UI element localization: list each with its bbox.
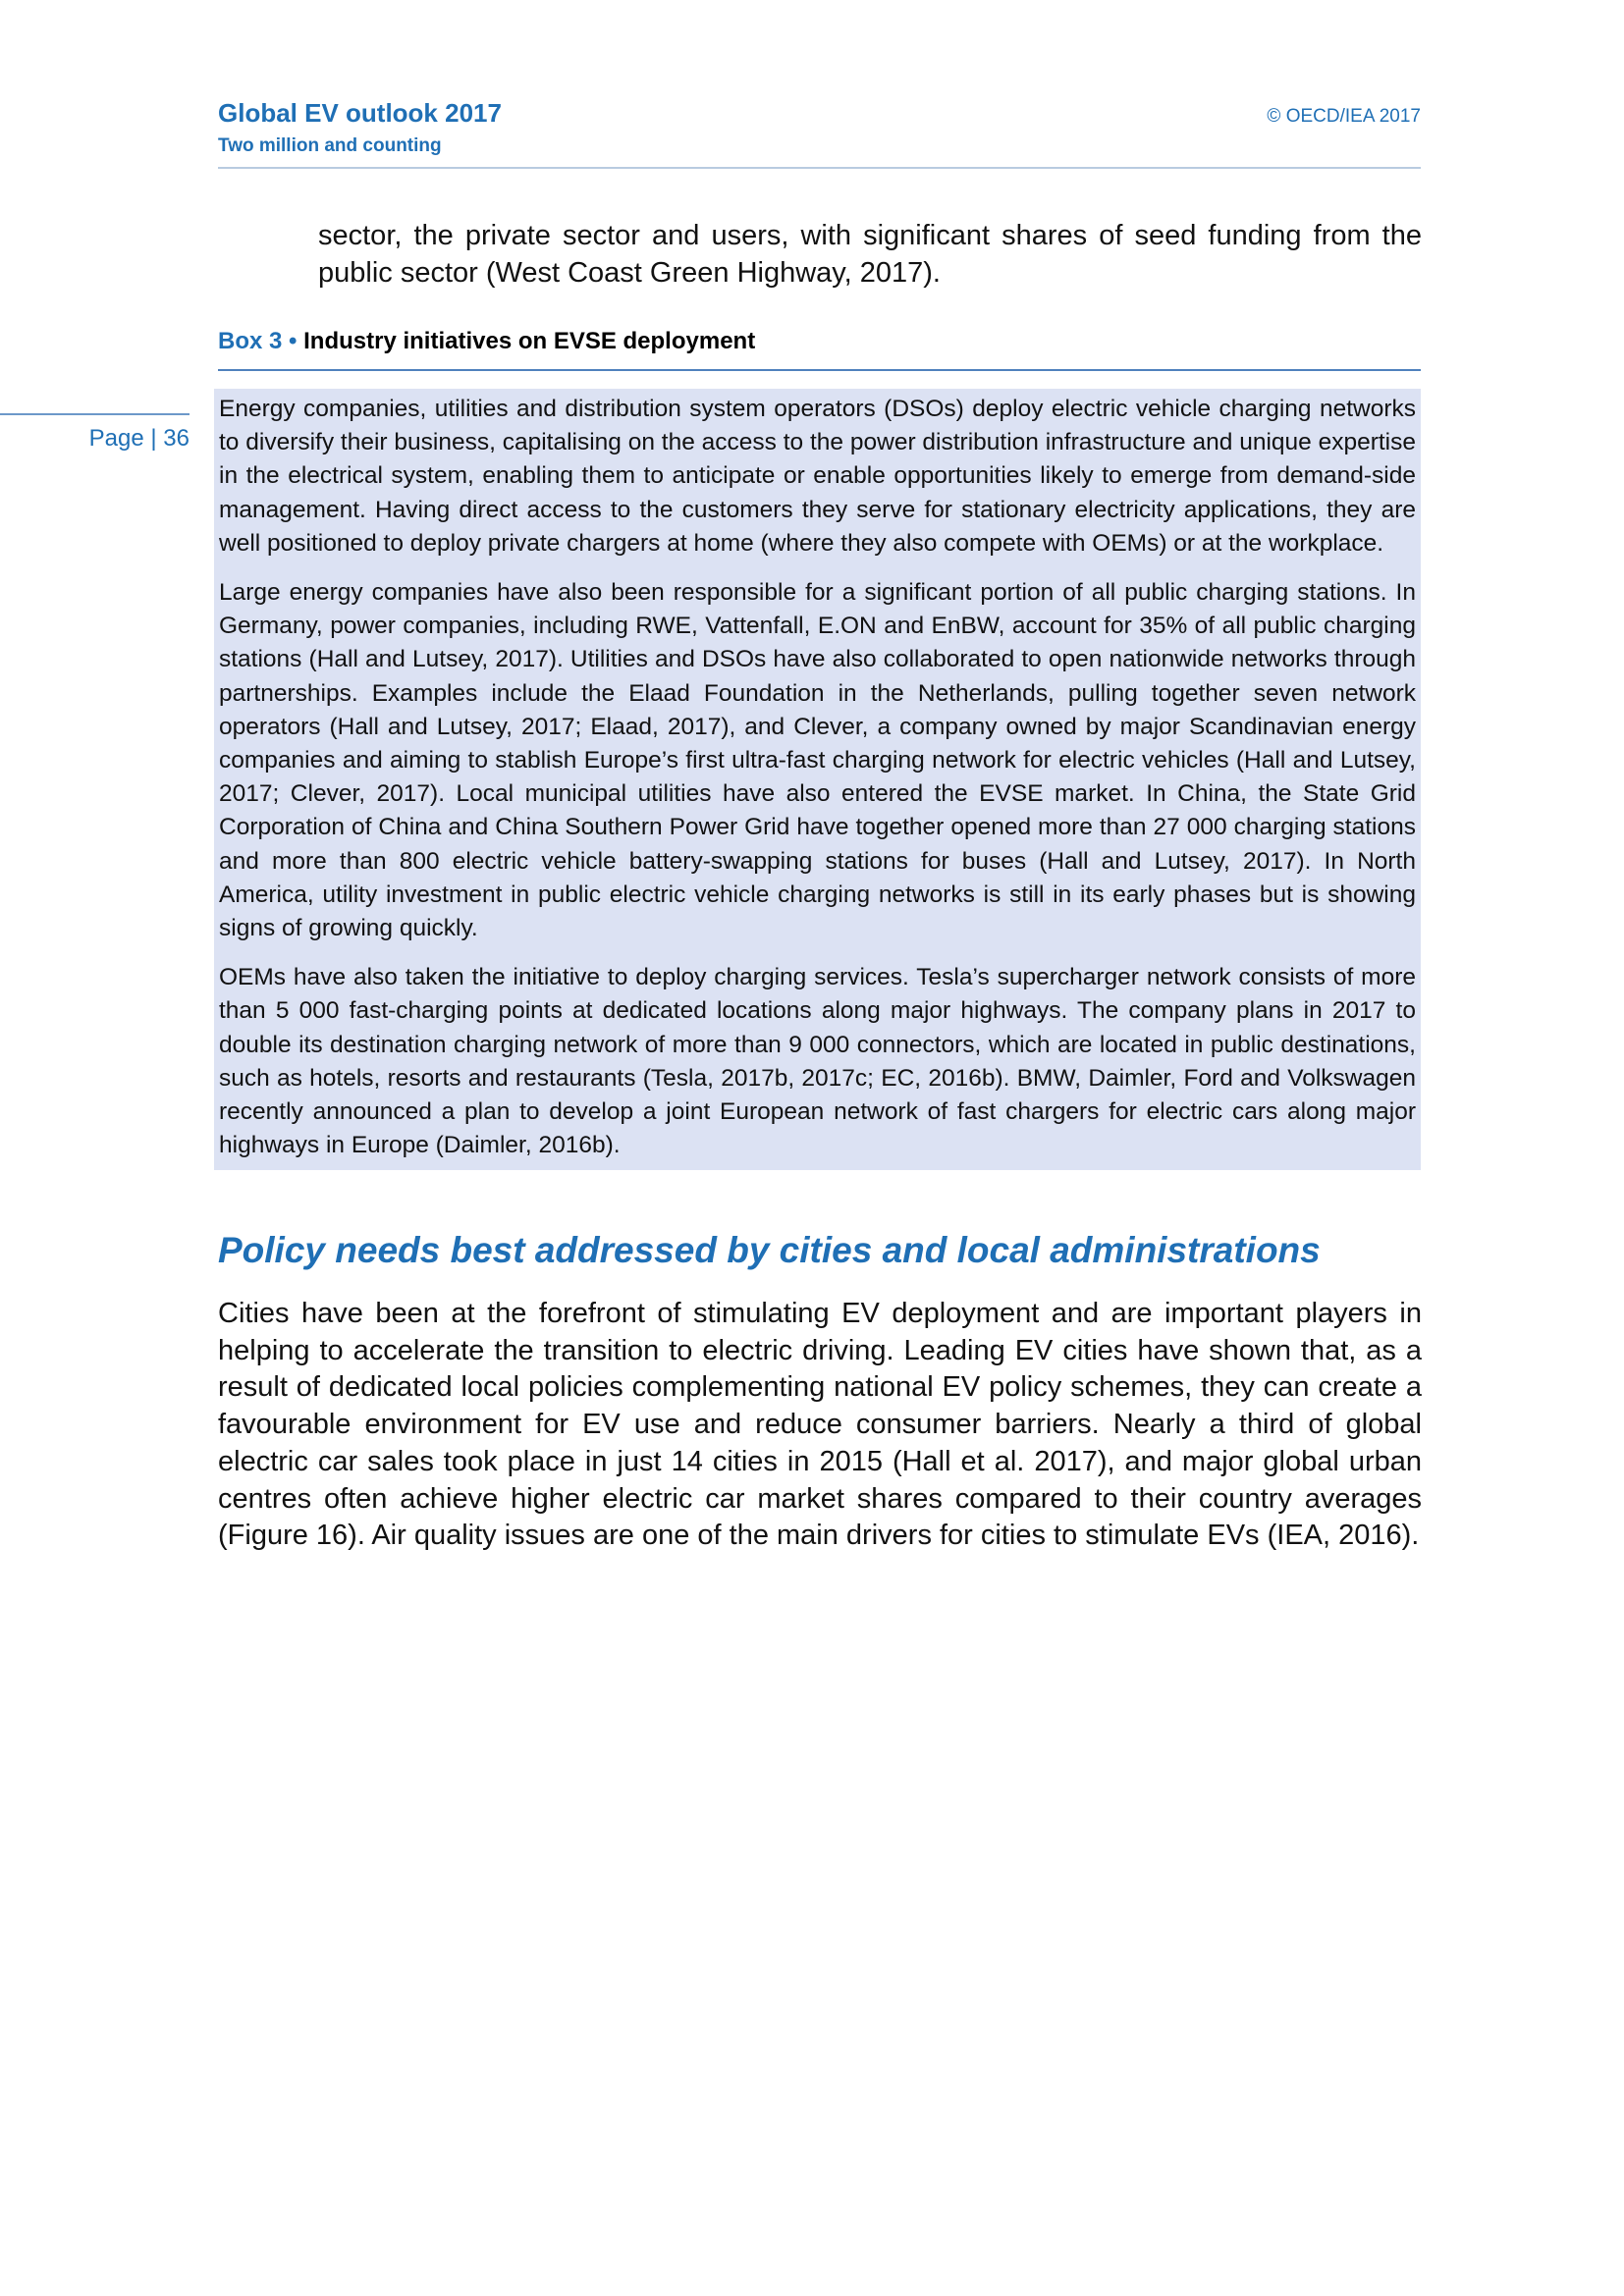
page-number: Page | 36 — [88, 425, 189, 452]
copyright-notice: © OECD/IEA 2017 — [1267, 106, 1421, 127]
box-paragraph-1: Energy companies, utilities and distribution system operators (DSOs) deploy electric vehicle charging networks to diversify their business, capitalising on the access to the power distribution infrastructure and unique expertise in the electrical system, enabling them to anticipate or enable opportunities likely to emerge from demand-side management. Having direct access to the customers they serve for stationary electricity applications, they are well positioned to deploy private chargers at home (where they also compete with OEMs) or at the workplace. — [219, 396, 1416, 557]
box-paragraph-2: Large energy companies have also been responsible for a significant portion of all public charging stations. In Germany, power companies, including RWE, Vattenfall, E.ON and EnBW, account for 35% of all public charging stations (Hall and Lutsey, 2017). Utilities and DSOs have also collaborated to open nationwide networks through partnerships. Examples include the Elaad Foundation in the Netherlands, pulling together seven network operators (Hall and Lutsey, 2017; Elaad, 2017), and Clever, a company owned by major Scandinavian energy companies and aiming to stablish Europe’s first ultra-fast charging network for electric vehicles (Hall and Lutsey, 2017; Clever, 2017). Local municipal utilities have also entered the EVSE market. In China, the State Grid Corporation of China and China Southern Power Grid have together opened more than 27 000 charging stations and more than 800 electric vehicle battery-swapping stations for buses (Hall and Lutsey, 2017). In North America, utility investment in public electric vehicle charging networks is still in its early phases but is showing signs of growing quickly. — [219, 579, 1416, 942]
page-marker — [0, 413, 189, 452]
box-label: Box 3 • — [218, 328, 298, 354]
page-header — [218, 98, 1421, 169]
document-subtitle: Two million and counting — [218, 135, 442, 156]
box-paragraph-3: OEMs have also taken the initiative to deploy charging services. Tesla’s supercharger network consists of more than 5 000 fast-charging points at dedicated locations along major highways. The company plans in 2017 to double its destination charging network of more than 9 000 connectors, which are located in public destinations, such as hotels, resorts and restaurants (Tesla, 2017b, 2017c; EC, 2016b). BMW, Daimler, Ford and Volkswagen recently announced a plan to develop a joint European network of fast chargers for electric cars along major highways in Europe (Daimler, 2016b). — [219, 964, 1416, 1159]
section-paragraph: Cities have been at the forefront of stimulating EV deployment and are important players in helping to accelerate the transition to electric driving. Leading EV cities have shown that, as a result of dedicated local policies complementing national EV policy schemes, they can create a favourable environment for EV use and reduce consumer barriers. Nearly a third of global electric car sales took place in just 14 cities in 2015 (Hall et al. 2017), and major global urban centres often achieve higher electric car market shares compared to their country averages (Figure 16). Air quality issues are one of the main drivers for cities to stimulate EVs (IEA, 2016). — [218, 1298, 1422, 1552]
section-heading: Policy needs best addressed by cities and local administrations — [218, 1230, 1321, 1270]
box-title: Industry initiatives on EVSE deployment — [303, 328, 756, 354]
document-title: Global EV outlook 2017 — [218, 98, 502, 128]
continuation-paragraph: sector, the private sector and users, with significant shares of seed funding from the public sector (West Coast Green Highway, 2017). — [318, 220, 1422, 289]
box-heading — [218, 328, 1421, 371]
box-body — [214, 389, 1421, 1170]
